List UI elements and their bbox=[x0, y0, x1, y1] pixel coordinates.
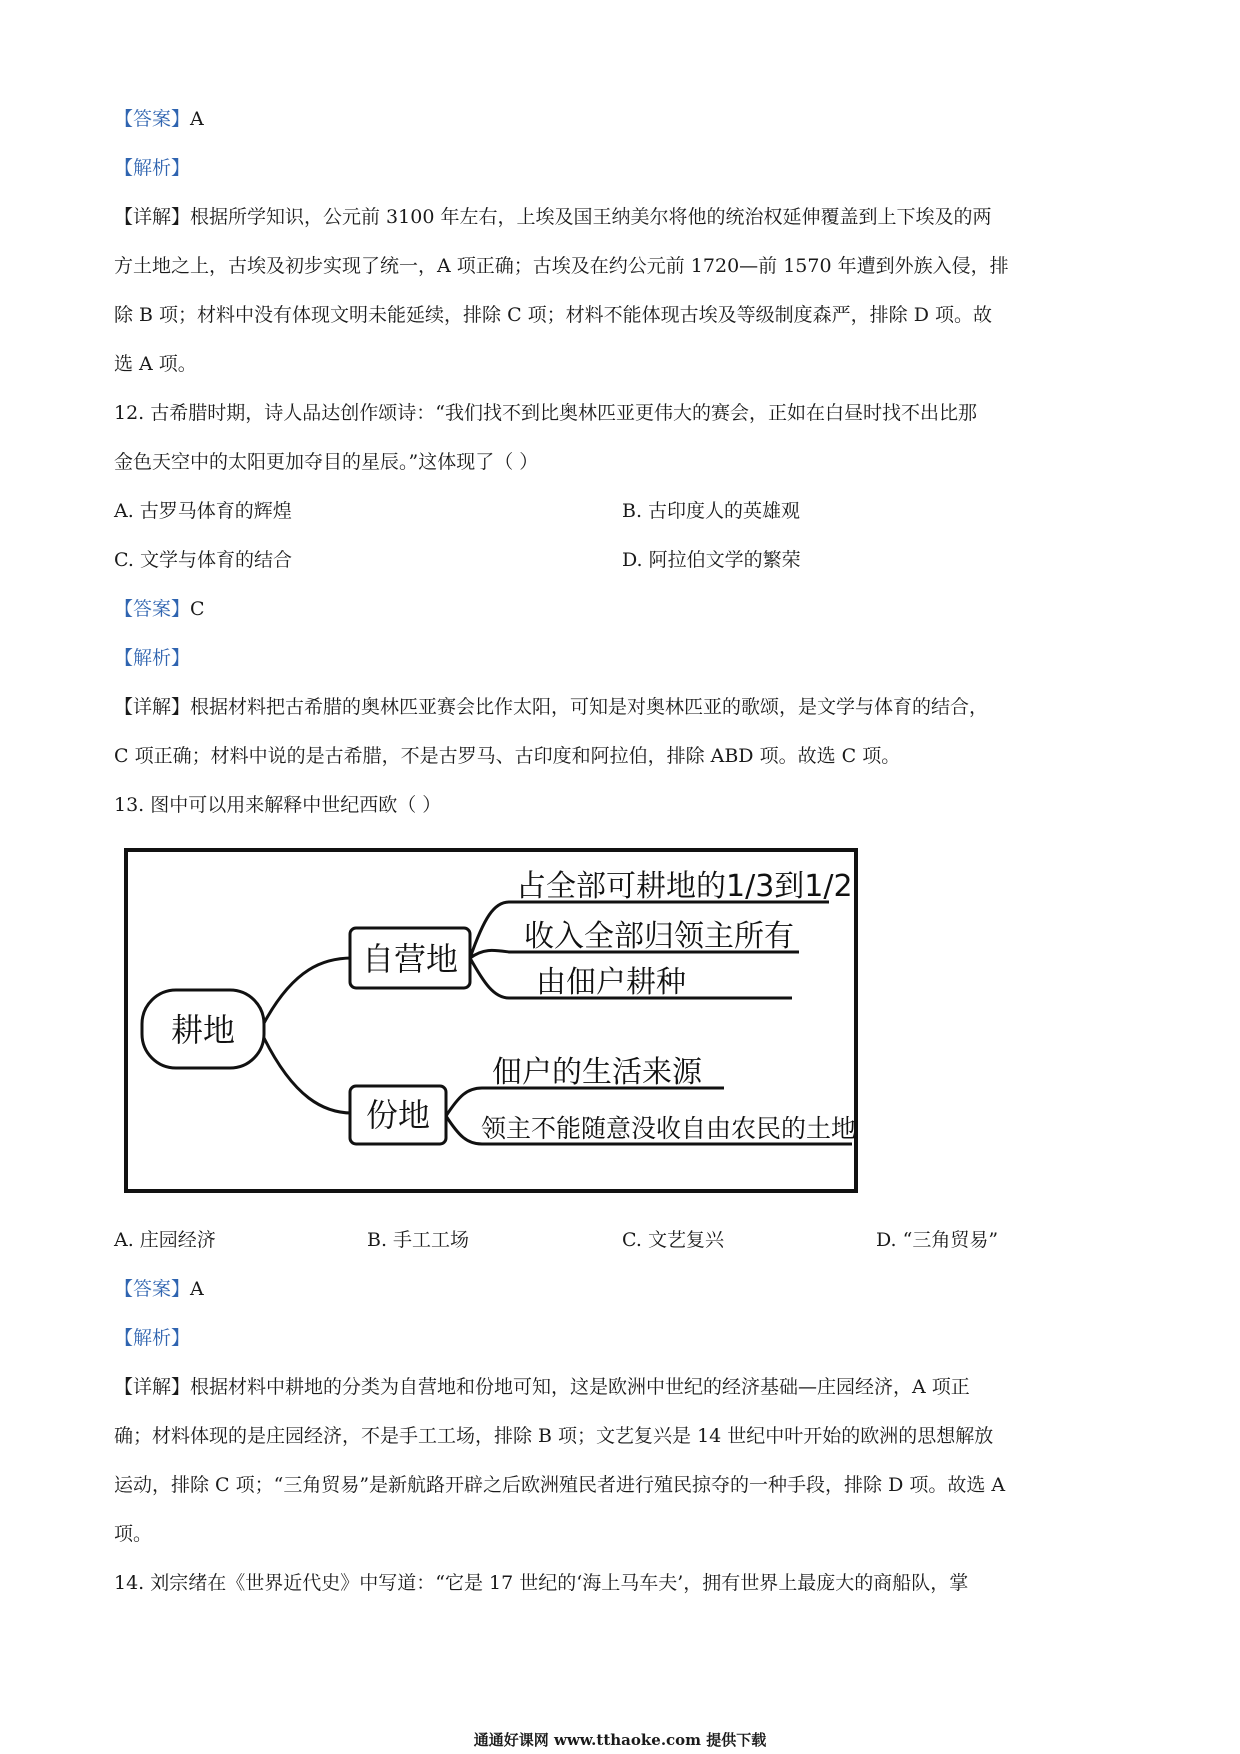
q12-option-c: C. 文学与体育的结合 bbox=[114, 549, 292, 571]
q12-answer bbox=[114, 596, 205, 622]
q13-option-d: D. “三角贸易” bbox=[876, 1229, 999, 1251]
q13-detail-line-3: 运动，排除 C 项；“三角贸易”是新航路开辟之后欧洲殖民者进行殖民掠夺的一种手段，排除 D 项。故选 A bbox=[114, 1474, 1006, 1496]
q13-analysis-tag: 【解析】 bbox=[114, 1327, 191, 1349]
answer-tag: 【答案】 bbox=[114, 108, 191, 130]
q11-detail-line-4: 选 A 项。 bbox=[114, 353, 197, 375]
q11-detail-line-3: 除 B 项；材料中没有体现文明未能延续，排除 C 项；材料不能体现古埃及等级制度森严，排除 D 项。故 bbox=[114, 304, 992, 326]
detail-tag: 【详解】 bbox=[114, 696, 191, 718]
branch1-item-2: 收入全部归领主所有 bbox=[524, 919, 794, 954]
branch1-item-1: 占全部可耕地的1/3到1/2 bbox=[516, 869, 853, 904]
node-root-label: 耕地 bbox=[170, 1011, 236, 1049]
q12-analysis-tag: 【解析】 bbox=[114, 647, 191, 669]
q12-option-a: A. 古罗马体育的辉煌 bbox=[114, 500, 292, 522]
q12-option-d: D. 阿拉伯文学的繁荣 bbox=[622, 549, 801, 571]
q13-option-c: C. 文艺复兴 bbox=[622, 1229, 724, 1251]
q12-detail-line-2: C 项正确；材料中说的是古希腊，不是古罗马、古印度和阿拉伯，排除 ABD 项。故选 C 项。 bbox=[114, 745, 901, 767]
detail-tag: 【详解】 bbox=[114, 206, 191, 228]
detail-tag: 【详解】 bbox=[114, 1376, 191, 1398]
detail-text: 根据材料把古希腊的奥林匹亚赛会比作太阳，可知是对奥林匹亚的歌颂，是文学与体育的结合， bbox=[190, 696, 989, 718]
q13-detail-line-4: 项。 bbox=[114, 1523, 153, 1545]
q12-stem-line-2: 金色天空中的太阳更加夺目的星辰。”这体现了（ ） bbox=[114, 451, 539, 473]
q13-stem: 13. 图中可以用来解释中世纪西欧（ ） bbox=[114, 794, 442, 816]
node-branch2-label: 份地 bbox=[365, 1096, 431, 1134]
node-branch1-label: 自营地 bbox=[361, 940, 459, 978]
q13-detail-line-1 bbox=[114, 1374, 970, 1400]
answer-value: A bbox=[190, 1278, 204, 1300]
q13-option-a: A. 庄园经济 bbox=[114, 1229, 216, 1251]
q12-detail-line-1 bbox=[114, 694, 988, 720]
detail-text: 根据材料中耕地的分类为自营地和份地可知，这是欧洲中世纪的经济基础—庄园经济，A 项正 bbox=[190, 1376, 970, 1398]
branch2-item-2: 领主不能随意没收自由农民的土地 bbox=[481, 1114, 857, 1143]
branch2-item-1: 佃户的生活来源 bbox=[492, 1055, 702, 1090]
q11-detail-line-1 bbox=[114, 204, 991, 230]
manor-land-diagram bbox=[124, 848, 858, 1193]
q12-stem-line-1: 12. 古希腊时期，诗人品达创作颂诗：“我们找不到比奥林匹亚更伟大的赛会，正如在白昼时找不出比那 bbox=[114, 402, 977, 424]
answer-value: A bbox=[190, 108, 204, 130]
branch1-item-3: 由佃户耕种 bbox=[536, 965, 686, 1000]
q13-detail-line-2: 确；材料体现的是庄园经济，不是手工工场，排除 B 项；文艺复兴是 14 世纪中叶开始的欧洲的思想解放 bbox=[114, 1425, 994, 1447]
answer-tag: 【答案】 bbox=[114, 1278, 191, 1300]
q12-option-b: B. 古印度人的英雄观 bbox=[622, 500, 801, 522]
detail-text: 根据所学知识，公元前 3100 年左右，上埃及国王纳美尔将他的统治权延伸覆盖到上下埃及的两 bbox=[190, 206, 992, 228]
q13-option-b: B. 手工工场 bbox=[367, 1229, 470, 1251]
q11-analysis-tag: 【解析】 bbox=[114, 157, 191, 179]
q13-answer bbox=[114, 1276, 204, 1302]
q11-answer bbox=[114, 106, 204, 132]
page-footer: 通通好课网 www.tthaoke.com 提供下载 bbox=[473, 1731, 767, 1749]
q14-stem-line-1: 14. 刘宗绪在《世界近代史》中写道：“它是 17 世纪的‘海上马车夫’，拥有世界上最庞大的商船队，掌 bbox=[114, 1572, 969, 1594]
q11-detail-line-2: 方土地之上，古埃及初步实现了统一，A 项正确；古埃及在约公元前 1720—前 1570 年遭到外族入侵，排 bbox=[114, 255, 1009, 277]
answer-tag: 【答案】 bbox=[114, 598, 191, 620]
answer-value: C bbox=[190, 598, 205, 620]
